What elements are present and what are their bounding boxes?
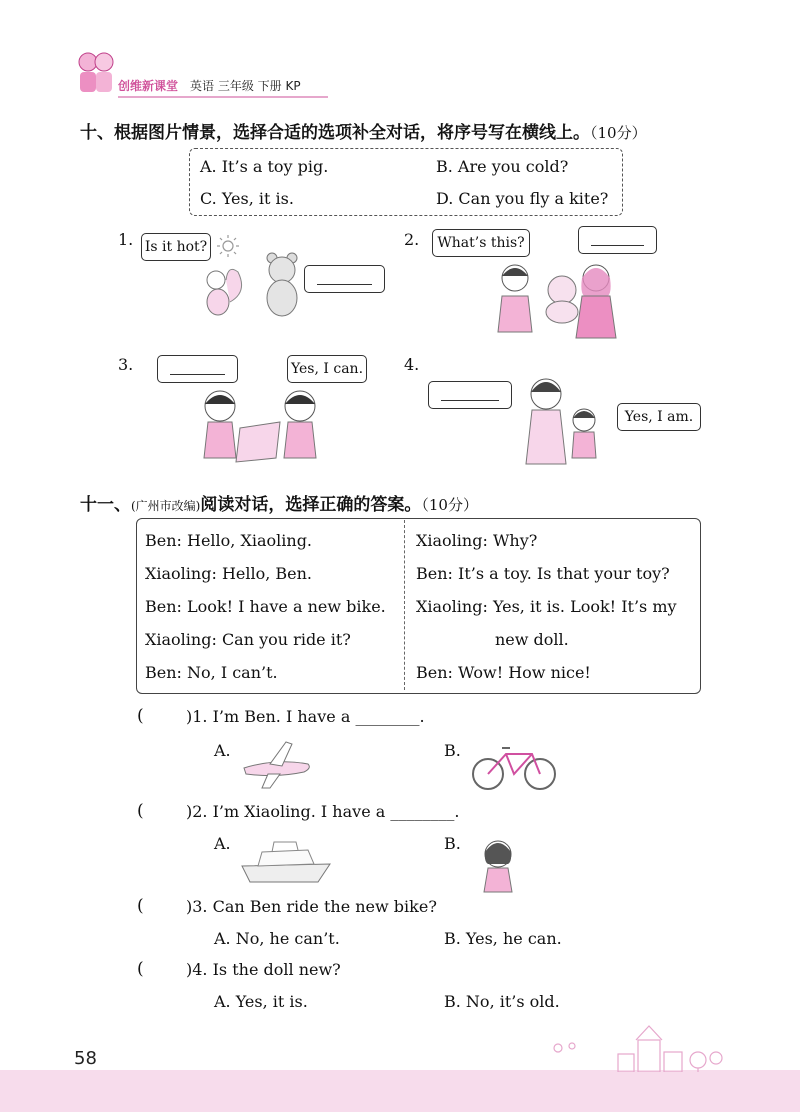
bike-illustration — [470, 740, 558, 792]
option-d: D. Can you fly a kite? — [436, 189, 609, 208]
dialog-line: Ben: Wow! How nice! — [416, 663, 591, 682]
item-2-speech-bubble: What’s this? — [432, 229, 530, 257]
dialog-line: Ben: No, I can’t. — [145, 663, 278, 682]
dialog-line: Ben: Look! I have a new bike. — [145, 597, 386, 616]
doll-illustration — [478, 836, 518, 894]
header-rule — [118, 96, 328, 98]
sun-icon — [216, 234, 240, 258]
question-1-option-b: B. — [444, 741, 461, 760]
dialog-divider — [404, 520, 405, 690]
header-brand: 创维新课堂 — [118, 79, 179, 93]
item-1-answer-bubble[interactable] — [304, 265, 385, 293]
answer-blank — [441, 400, 498, 401]
item-4-speech-bubble: Yes, I am. — [617, 403, 701, 431]
item-3-answer-bubble[interactable] — [157, 355, 238, 383]
item-3-speech-bubble: Yes, I can. — [287, 355, 367, 383]
woman-and-child-illustration — [514, 374, 614, 466]
footer-band — [0, 1070, 800, 1112]
option-a: A. It’s a toy pig. — [200, 157, 329, 176]
question-4-option-a: A. Yes, it is. — [214, 992, 308, 1011]
item-2-number: 2. — [404, 230, 420, 249]
dialog-line: Ben: It’s a toy. Is that your toy? — [416, 564, 670, 583]
answer-paren-open[interactable]: ( — [137, 959, 144, 979]
question-3-option-b: B. Yes, he can. — [444, 929, 562, 948]
dialog-line: Xiaoling: Can you ride it? — [145, 630, 351, 649]
answer-paren-open[interactable]: ( — [137, 896, 144, 916]
toy-ship-illustration — [238, 836, 334, 888]
answer-paren-open[interactable]: ( — [137, 801, 144, 821]
bear-illustration — [258, 250, 308, 322]
mother-illustration — [572, 262, 622, 342]
page-number: 58 — [74, 1048, 97, 1069]
toy-plane-illustration — [240, 738, 314, 790]
question-2-option-a: A. — [214, 834, 231, 853]
header-info: 英语 三年级 下册 KP — [190, 79, 301, 93]
option-b: B. Are you cold? — [436, 157, 569, 176]
item-1-number: 1. — [118, 230, 134, 249]
dialog-line: Ben: Hello, Xiaoling. — [145, 531, 313, 550]
dialog-line: Xiaoling: Hello, Ben. — [145, 564, 313, 583]
dialog-line: new doll. — [495, 630, 569, 649]
question-4-option-b: B. No, it’s old. — [444, 992, 560, 1011]
dialog-line: Xiaoling: Yes, it is. Look! It’s my — [416, 597, 677, 616]
question-2-text: )2. I’m Xiaoling. I have a ________. — [186, 802, 460, 821]
item-3-number: 3. — [118, 355, 134, 374]
section11-title: 十一、(广州市改编)阅读对话，选择正确的答案。（10分） — [80, 495, 478, 515]
section10-title: 十、根据图片情景，选择合适的选项补全对话，将序号写在横线上。（10分） — [80, 123, 647, 143]
castle-decoration-icon — [548, 1024, 728, 1072]
item-4-number: 4. — [404, 355, 420, 374]
answer-blank — [170, 374, 225, 375]
answer-blank — [591, 245, 645, 246]
boys-with-kite-illustration — [180, 388, 350, 470]
question-1-option-a: A. — [214, 741, 231, 760]
answer-paren-open[interactable]: ( — [137, 706, 144, 726]
squirrel-illustration — [198, 262, 248, 320]
question-3-option-a: A. No, he can’t. — [214, 929, 340, 948]
dialog-line: Xiaoling: Why? — [416, 531, 538, 550]
question-2-option-b: B. — [444, 834, 461, 853]
question-1-text: )1. I’m Ben. I have a ________. — [186, 707, 425, 726]
answer-blank — [317, 284, 372, 285]
option-c: C. Yes, it is. — [200, 189, 294, 208]
item-1-speech-bubble: Is it hot? — [141, 233, 211, 261]
item-2-answer-bubble[interactable] — [578, 226, 657, 254]
header-logo-kids-icon — [74, 48, 118, 98]
item-4-answer-bubble[interactable] — [428, 381, 512, 409]
girl-illustration — [492, 262, 538, 342]
question-4-text: )4. Is the doll new? — [186, 960, 341, 979]
question-3-text: )3. Can Ben ride the new bike? — [186, 897, 437, 916]
